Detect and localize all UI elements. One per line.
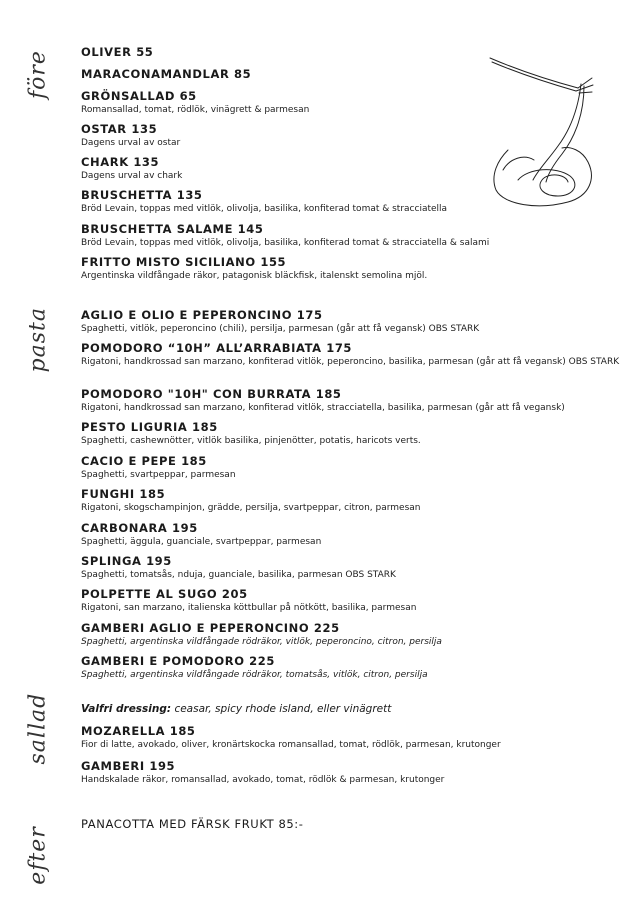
item-description: Fior di latte, avokado, oliver, kronärtskocka romansallad, tomat, rödlök, parmesan, krutonger bbox=[81, 740, 501, 750]
item-description: Spaghetti, argentinska vildfångade rödräkor, tomatsås, vitlök, citron, persilja bbox=[81, 670, 428, 680]
menu-item bbox=[81, 222, 621, 249]
menu-item bbox=[81, 420, 621, 447]
item-description: Dagens urval av ostar bbox=[81, 138, 181, 148]
menu-item bbox=[81, 654, 621, 681]
section-label-sallad: sallad bbox=[25, 692, 51, 765]
item-description: Spaghetti, tomatsås, nduja, guanciale, basilika, parmesan OBS STARK bbox=[81, 570, 396, 580]
item-title: MARACONAMANDLAR 85 bbox=[81, 67, 252, 81]
item-description: Handskalade räkor, romansallad, avokado, tomat, rödlök & parmesan, krutonger bbox=[81, 775, 445, 785]
dressing-note bbox=[81, 703, 621, 715]
menu-item bbox=[81, 554, 621, 581]
menu-item bbox=[81, 759, 621, 786]
menu-item bbox=[81, 454, 621, 481]
section-label-fore: före bbox=[25, 50, 51, 99]
item-description: Spaghetti, argentinska vildfångade rödräkor, vitlök, peperoncino, citron, persilja bbox=[81, 637, 442, 647]
item-title: POMODORO “10H” ALL’ARRABIATA 175 bbox=[81, 341, 353, 355]
item-title: BRUSCHETTA SALAME 145 bbox=[81, 222, 264, 236]
item-description: Spaghetti, cashewnötter, vitlök basilika, pinjenötter, potatis, haricots verts. bbox=[81, 436, 421, 446]
item-title: MOZARELLA 185 bbox=[81, 724, 196, 738]
menu-item bbox=[81, 387, 621, 414]
item-title: CARBONARA 195 bbox=[81, 521, 198, 535]
item-title: PESTO LIGURIA 185 bbox=[81, 420, 218, 434]
item-title: AGLIO E OLIO E PEPERONCINO 175 bbox=[81, 308, 323, 322]
section-label-pasta: pasta bbox=[25, 307, 51, 373]
item-description: Spaghetti, vitlök, peperoncino (chili), persilja, parmesan (går att få vegansk) OBS STARK bbox=[81, 324, 480, 334]
item-title: FRITTO MISTO SICILIANO 155 bbox=[81, 255, 287, 269]
item-title: CHARK 135 bbox=[81, 155, 160, 169]
item-title: BRUSCHETTA 135 bbox=[81, 188, 203, 202]
menu-item bbox=[81, 521, 621, 548]
item-description: Rigatoni, handkrossad san marzano, konfiterad vitlök, stracciatella, basilika, parmesan (går att få vegansk) bbox=[81, 403, 565, 413]
item-description: Bröd Levain, toppas med vitlök, olivolja, basilika, konfiterad tomat & stracciatella & salami bbox=[81, 238, 490, 248]
item-description: Spaghetti, äggula, guanciale, svartpeppar, parmesan bbox=[81, 537, 322, 547]
menu-item bbox=[81, 341, 621, 368]
item-title: GAMBERI E POMODORO 225 bbox=[81, 654, 275, 668]
menu-item bbox=[81, 621, 621, 648]
item-title: OSTAR 135 bbox=[81, 122, 158, 136]
dessert-item: PANACOTTA MED FÄRSK FRUKT 85:- bbox=[81, 817, 304, 831]
item-description: Romansallad, tomat, rödlök, vinägrett & parmesan bbox=[81, 105, 310, 115]
item-title: OLIVER 55 bbox=[81, 45, 154, 59]
menu-item bbox=[81, 487, 621, 514]
item-description: Spaghetti, svartpeppar, parmesan bbox=[81, 470, 236, 480]
item-description: Argentinska vildfångade räkor, patagonisk bläckfisk, italenskt semolina mjöl. bbox=[81, 271, 428, 281]
menu-item bbox=[81, 587, 621, 614]
menu-item bbox=[81, 255, 621, 282]
section-label-efter: efter bbox=[25, 826, 51, 885]
item-title: GAMBERI AGLIO E PEPERONCINO 225 bbox=[81, 621, 340, 635]
item-title: GAMBERI 195 bbox=[81, 759, 176, 773]
item-description: Rigatoni, san marzano, italienska köttbullar på nötkött, basilika, parmesan bbox=[81, 603, 417, 613]
item-description: Rigatoni, skogschampinjon, grädde, persilja, svartpeppar, citron, parmesan bbox=[81, 503, 421, 513]
dressing-options: ceasar, spicy rhode island, eller vinägrett bbox=[174, 703, 392, 715]
item-description: Bröd Levain, toppas med vitlök, olivolja, basilika, konfiterad tomat & stracciatella bbox=[81, 204, 448, 214]
item-title: GRÖNSALLAD 65 bbox=[81, 89, 197, 103]
item-description: Rigatoni, handkrossad san marzano, konfiterad vitlök, peperoncino, basilika, parmesan (går att få vegansk) OBS STARK bbox=[81, 357, 620, 367]
item-title: SPLINGA 195 bbox=[81, 554, 172, 568]
item-title: FUNGHI 185 bbox=[81, 487, 166, 501]
menu-item bbox=[81, 308, 621, 335]
fork-spaghetti-icon bbox=[478, 50, 598, 210]
item-description: Dagens urval av chark bbox=[81, 171, 183, 181]
item-title: CACIO E PEPE 185 bbox=[81, 454, 207, 468]
item-title: POMODORO "10H" CON BURRATA 185 bbox=[81, 387, 342, 401]
item-title: POLPETTE AL SUGO 205 bbox=[81, 587, 248, 601]
dressing-label: Valfri dressing: bbox=[81, 703, 172, 715]
menu-item bbox=[81, 724, 621, 751]
